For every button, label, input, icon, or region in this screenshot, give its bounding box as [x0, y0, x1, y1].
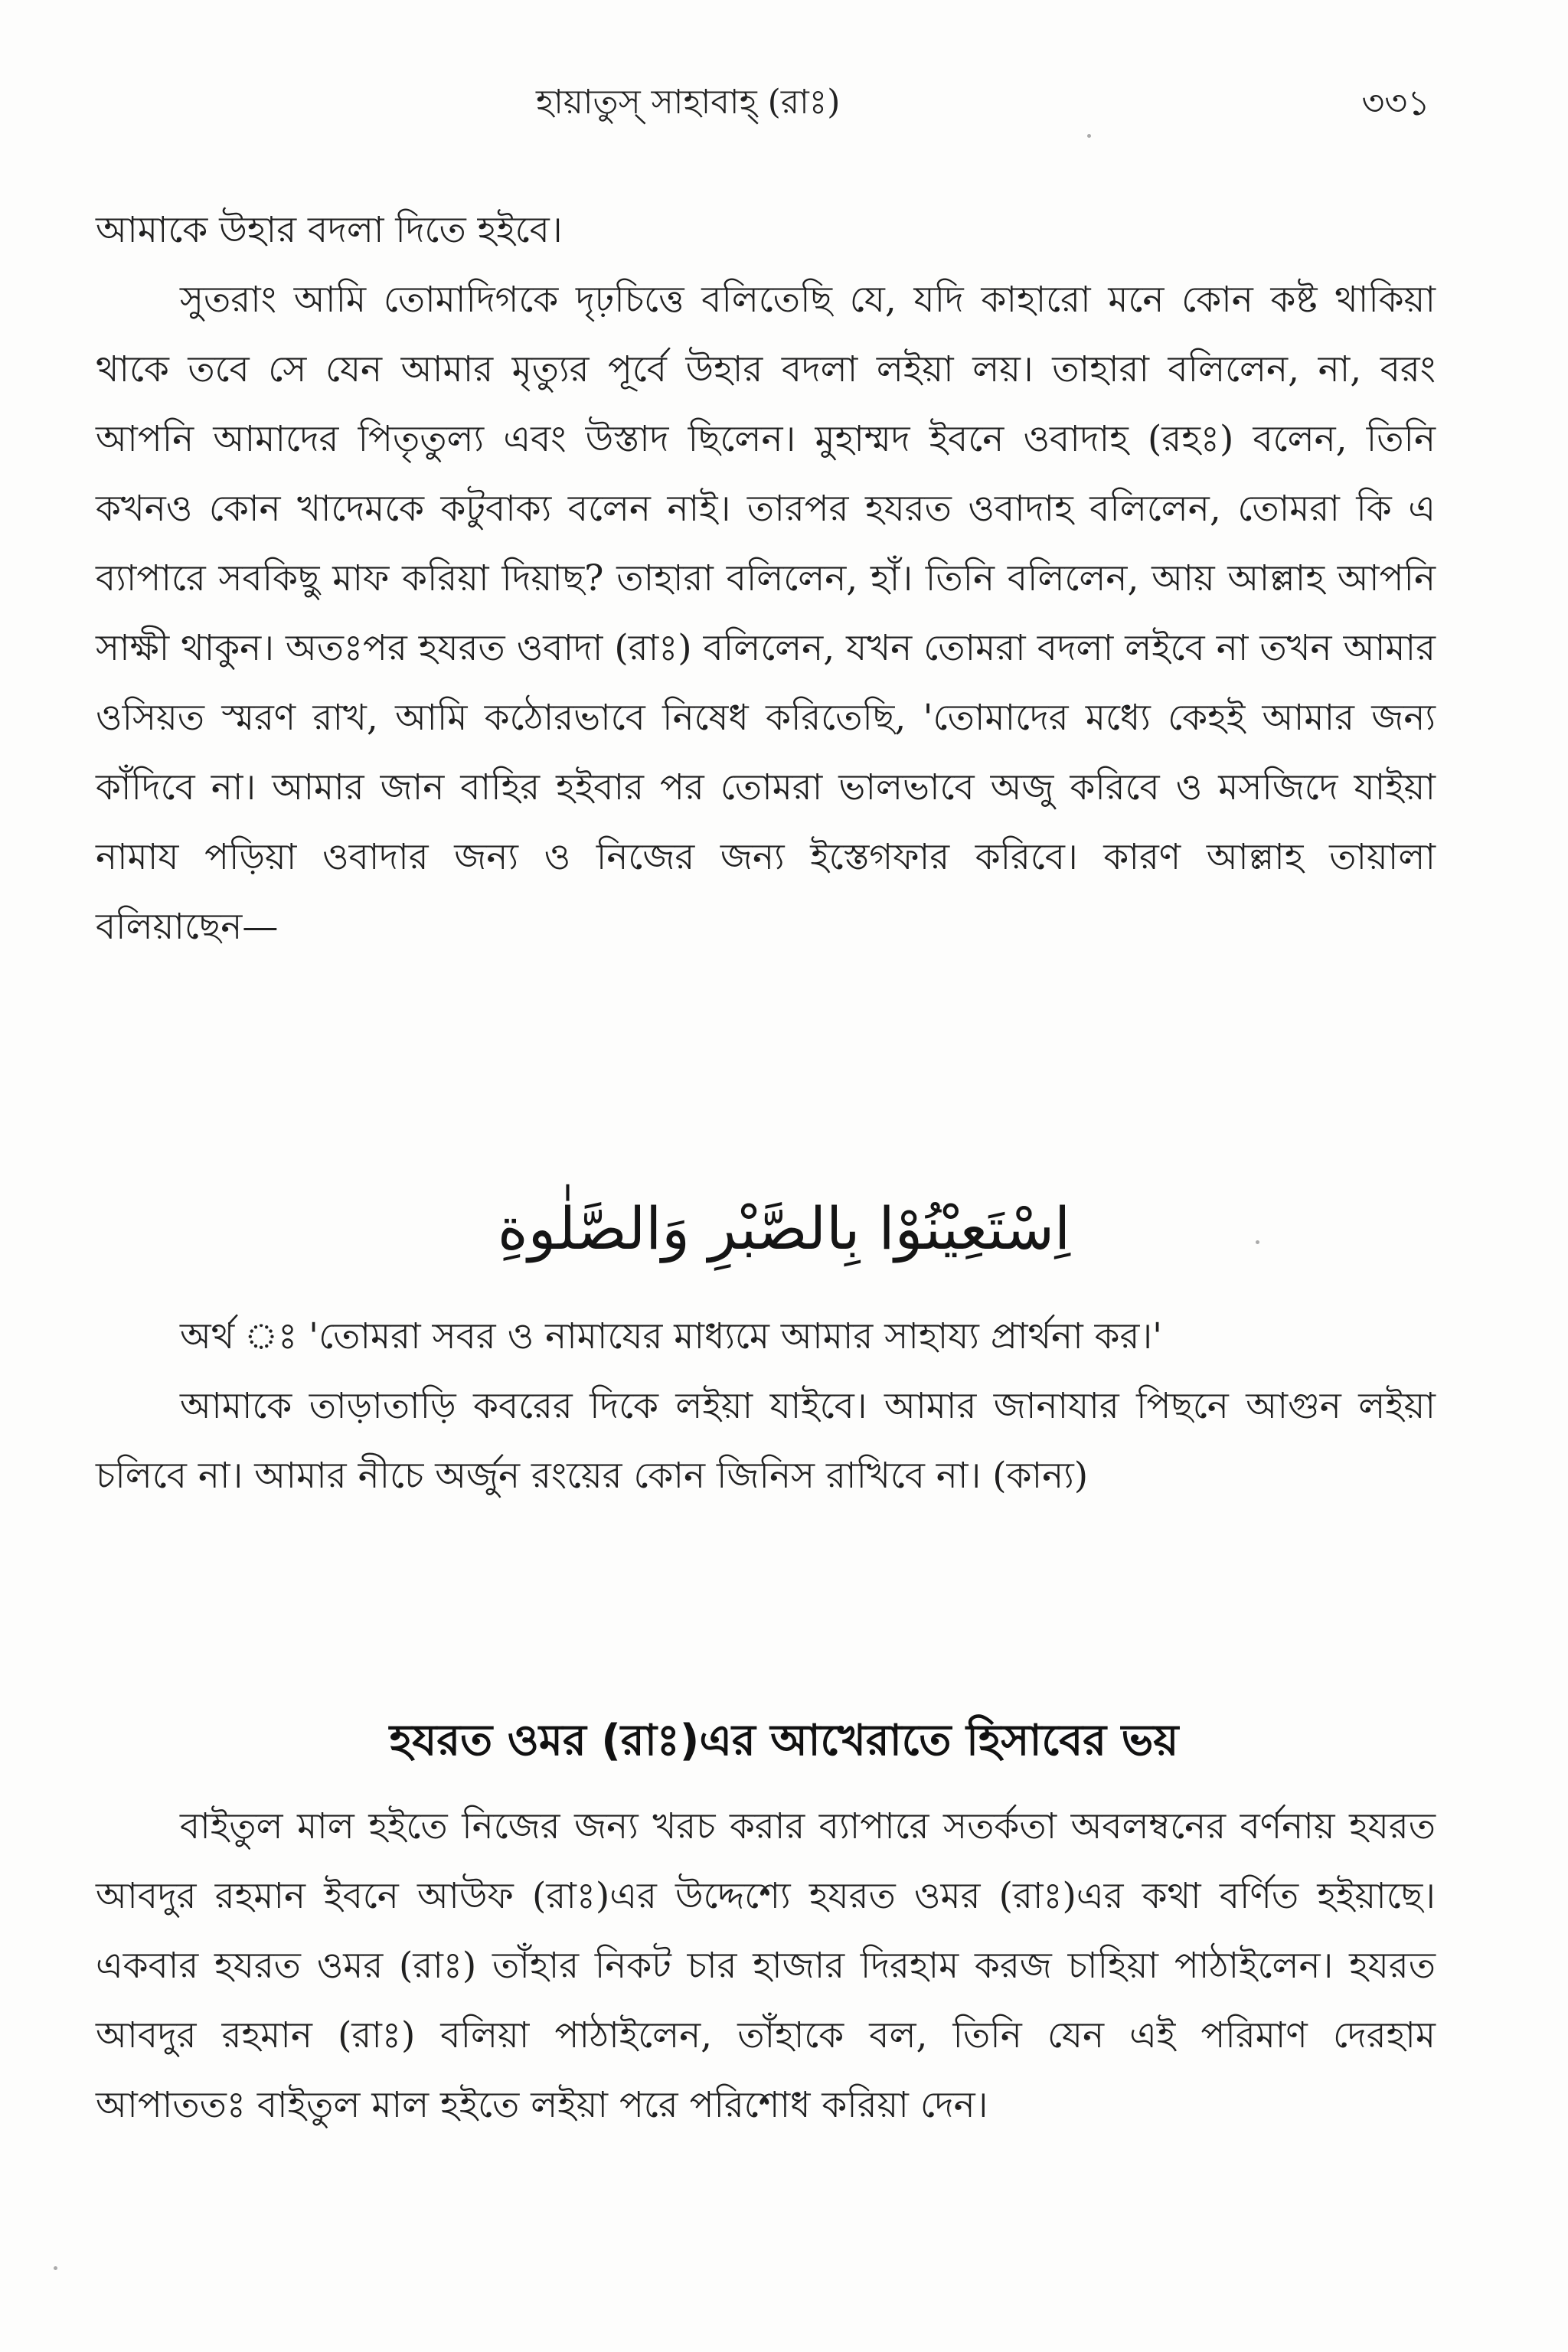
paragraph-burial-instructions: আমাকে তাড়াতাড়ি কবরের দিকে লইয়া যাইবে। আমার জানাযার পিছনে আগুন লইয়া চলিবে না। আমার নীচে অর্জুন রংয়ের কোন জিনিস রাখিবে না। (কান্য) — [96, 1385, 1436, 1497]
paragraph-last-wishes: সুতরাং আমি তোমাদিগকে দৃঢ়চিত্তে বলিতেছি যে, যদি কাহারো মনে কোন কষ্ট থাকিয়া থাকে তবে সে যেন আমার মৃত্যুর পূর্বে উহার বদলা লইয়া লয়। তাহারা বলিলেন, না, বরং আপনি আমাদের পিতৃতুল্য এবং উস্তাদ ছিলেন। মুহাম্মদ ইবনে ওবাদাহ (রহঃ) বলেন, তিনি কখনও কোন খাদেমকে কটুবাক্য বলেন নাই। তারপর হযরত ওবাদাহ বলিলেন, তোমরা কি এ ব্যাপারে সবকিছু মাফ করিয়া দিয়াছ? তাহারা বলিলেন, হাঁ। তিনি বলিলেন, আয় আল্লাহ আপনি সাক্ষী থাকুন। অতঃপর হযরত ওবাদা (রাঃ) বলিলেন, যখন তোমরা বদলা লইবে না তখন আমার ওসিয়ত স্মরণ রাখ, আমি কঠোরভাবে নিষেধ করিতেছি, 'তোমাদের মধ্যে কেহই আমার জন্য কাঁদিবে না। আমার জান বাহির হইবার পর তোমরা ভালভাবে অজু করিবে ও মসজিদে যাইয়া নামায পড়িয়া ওবাদার জন্য ও নিজের জন্য ইস্তেগফার করিবে। কারণ আল্লাহ তায়ালা বলিয়াছেন— — [96, 279, 1436, 948]
running-header — [0, 77, 1568, 130]
text-block-upper — [96, 195, 1436, 962]
scan-speck — [1256, 1240, 1259, 1244]
scan-speck — [54, 2266, 57, 2270]
section-heading: হযরত ওমর (রাঃ)এর আখেরাতে হিসাবের ভয় — [389, 1716, 1179, 1766]
text-block-middle — [96, 1302, 1436, 1511]
paragraph-translation: অর্থ ঃ 'তোমরা সবর ও নামাযের মাধ্যমে আমার সাহায্য প্রার্থনা কর।' — [180, 1315, 1163, 1357]
paragraph-baitul-mal: বাইতুল মাল হইতে নিজের জন্য খরচ করার ব্যাপারে সতর্কতা অবলম্বনের বর্ণনায় হযরত আবদুর রহমান ইবনে আউফ (রাঃ)এর উদ্দেশ্যে হযরত ওমর (রাঃ)এর কথা বর্ণিত হইয়াছে। একবার হযরত ওমর (রাঃ) তাঁহার নিকট চার হাজার দিরহাম করজ চাহিয়া পাঠাইলেন। হযরত আবদুর রহমান (রাঃ) বলিয়া পাঠাইলেন, তাঁহাকে বল, তিনি যেন এই পরিমাণ দেরহাম আপাততঃ বাইতুল মাল হইতে লইয়া পরে পরিশোধ করিয়া দেন। — [96, 1805, 1436, 2126]
page-number: ৩৩১ — [1361, 82, 1430, 123]
arabic-verse: اِسْتَعِيْنُوْا بِالصَّبْرِ وَالصَّلٰوةِ — [497, 1194, 1071, 1263]
running-title: হায়াতুস্ সাহাবাহ্ (রাঃ) — [536, 83, 841, 122]
paragraph-continuation: আমাকে উহার বদলা দিতে হইবে। — [96, 209, 563, 251]
text-block-lower — [96, 1792, 1436, 2140]
scan-speck — [1087, 134, 1091, 138]
